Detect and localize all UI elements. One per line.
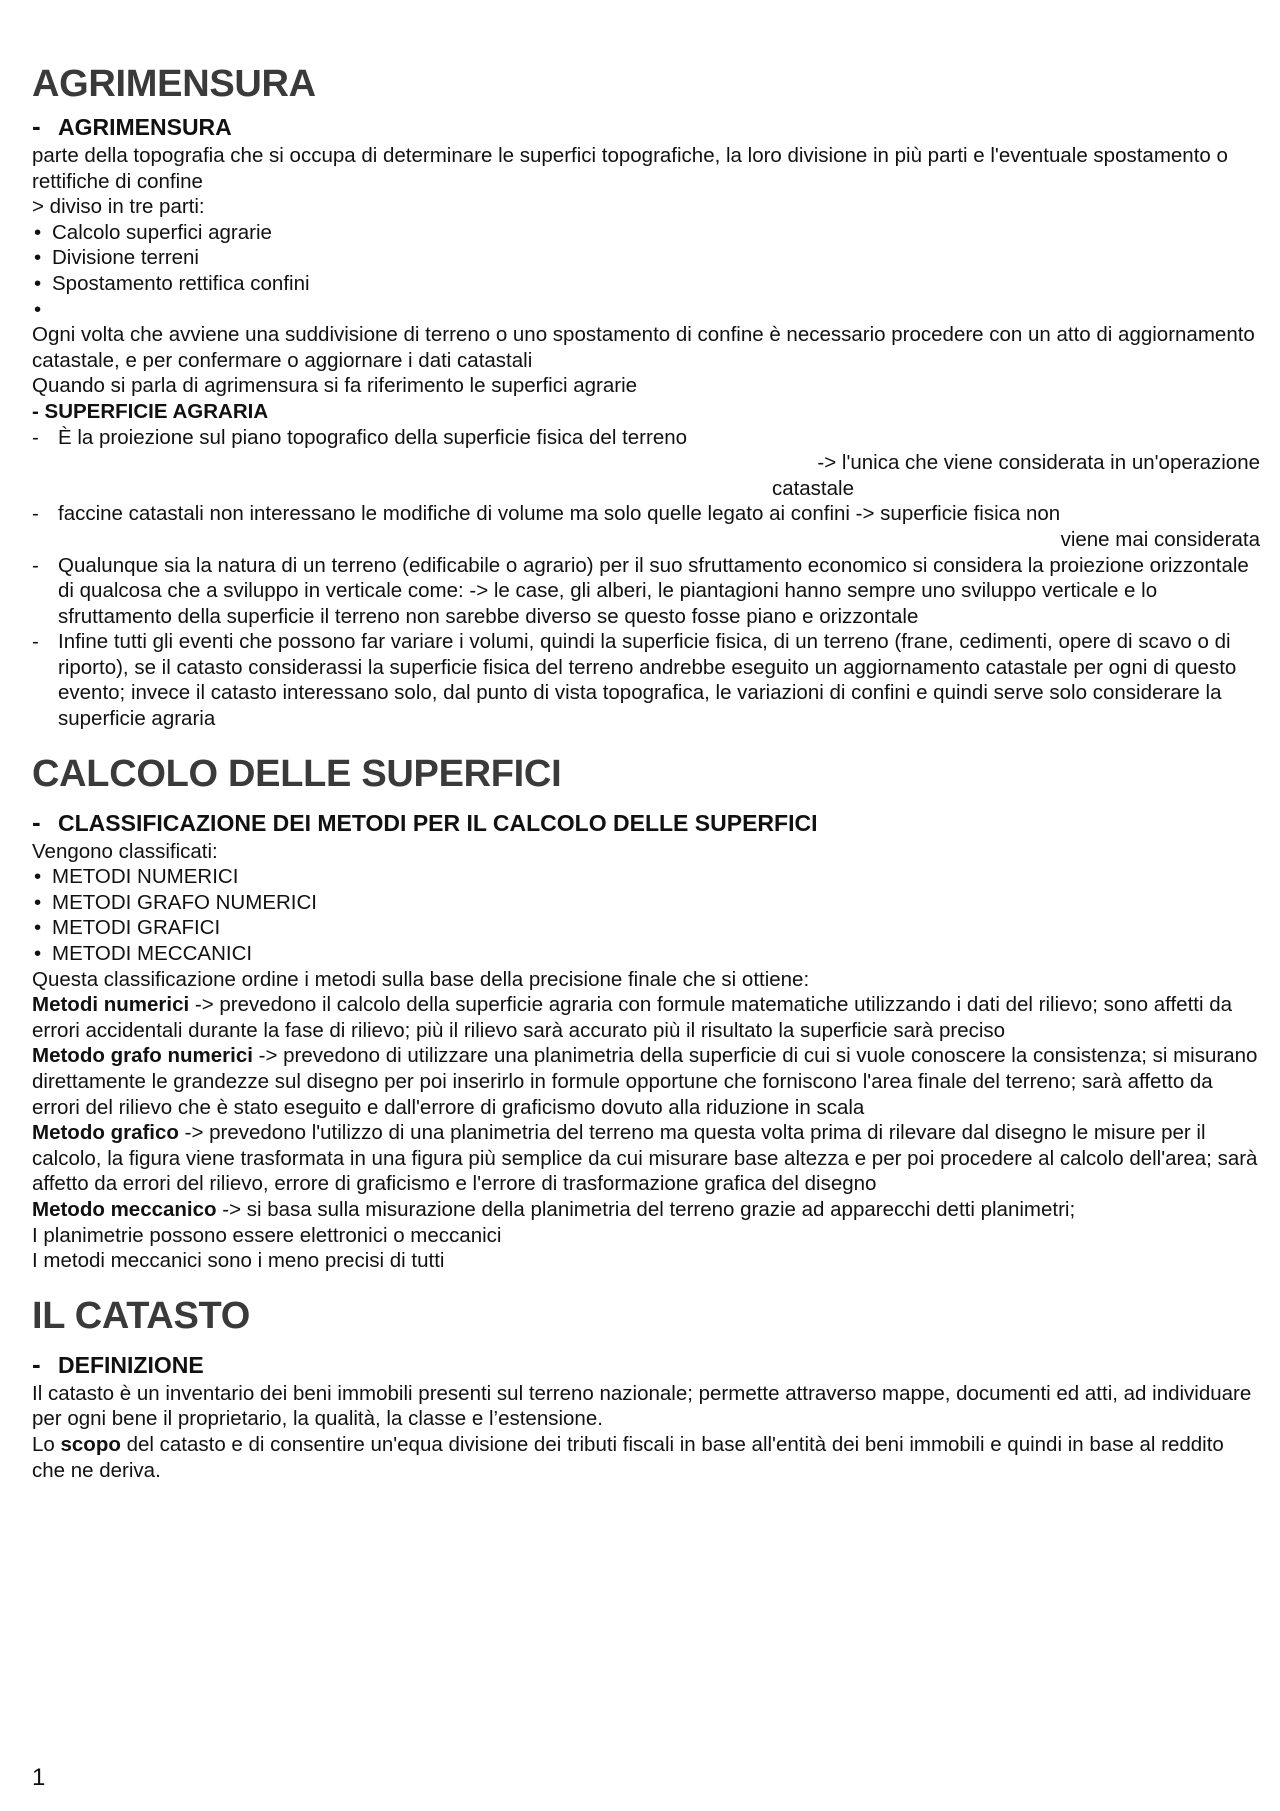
bullet-list xyxy=(32,864,1260,966)
paragraph: Ogni volta che avviene una suddivisione di terreno o uno spostamento di confine è necessario procedere con un atto di aggiornamento catastale, e per confermare o aggiornare i dati catastali xyxy=(32,323,1255,372)
list-item: - faccine catastali non interessano le modifiche di volume ma solo quelle legato ai confini -> superficie fisica non viene mai considerata xyxy=(32,502,1260,551)
list-item: - È la proiezione sul piano topografico della superficie fisica del terreno -> l'unica che viene considerata in un'operazione catastale xyxy=(32,425,1260,500)
subtitle-superficie-agraria: - SUPERFICIE AGRARIA xyxy=(32,399,269,423)
paragraph: Quando si parla di agrimensura si fa riferimento le superfici agrarie xyxy=(32,374,638,398)
list-item: • METODI NUMERICI xyxy=(34,865,239,889)
page-number: 1 xyxy=(32,1764,46,1791)
dash-marker: - xyxy=(32,1348,41,1379)
list-item: - Qualunque sia la natura di un terreno (edificabile o agrario) per il suo sfruttamento economico si considera la proiezione orizzontale di qualcosa che a sviluppo in verticale come: -> le case, gli alberi, le piantagioni hanno sempre uno sviluppo verticale e lo sfruttamento della superficie il terreno non sarebbe diverso se questo fosse piano e orizzontale xyxy=(32,553,1249,628)
intro-text: Vengono classificati: xyxy=(32,839,218,863)
subheading-agrimensura: - AGRIMENSURA xyxy=(32,111,232,141)
list-item: - Infine tutti gli eventi che possono far variare i volumi, quindi la superficie fisica, di un terreno (frane, cedimenti, opere di scavo o di riporto), se il catasto considerassi la superficie fisica del terreno andrebbe eseguito un aggiornamento catastale per ogni di questo evento; invece il catasto interessano solo, dal punto di vista topografica, le variazioni di confini e quindi serve solo considerare la superficie agraria xyxy=(32,630,1237,731)
paragraph: Questa classificazione ordine i metodi sulla base della precisione finale che si ottiene: xyxy=(32,967,810,991)
method-numerici: Metodi numerici -> prevedono il calcolo della superficie agraria con formule matematiche utilizzando i dati del rilievo; sono affetti da errori accidentali durante la fase di rilievo; più il rilievo sarà accurato più il risultato la superficie sarà preciso xyxy=(32,993,1233,1042)
list-item: • xyxy=(34,297,42,321)
list-intro: > diviso in tre parti: xyxy=(32,195,205,219)
list-item: • METODI MECCANICI xyxy=(34,942,253,966)
method-meccanico: Metodo meccanico -> si basa sulla misurazione della planimetria del terreno grazie ad apparecchi detti planimetri; xyxy=(32,1197,1076,1221)
section-title-agrimensura: AGRIMENSURA xyxy=(32,63,316,105)
list-item: • METODI GRAFO NUMERICI xyxy=(34,890,317,914)
paragraph: I planimetrie possono essere elettronici o meccanici xyxy=(32,1223,502,1247)
dash-list xyxy=(32,425,1260,732)
list-item: • METODI GRAFICI xyxy=(34,916,221,940)
dash-marker: - xyxy=(32,111,41,141)
paragraph: Il catasto è un inventario dei beni immobili presenti sul terreno nazionale; permette attraverso mappe, documenti ed atti, ad individuare per ogni bene il proprietario, la qualità, la classe e l’estensione. xyxy=(32,1381,1252,1431)
document-page xyxy=(32,62,1260,1483)
method-grafico: Metodo grafico -> prevedono l'utilizzo di una planimetria del terreno ma questa volta prima di rilevare dal disegno le misure per il calcolo, la figura viene trasformata in una figura più semplice da cui misurare base altezza e per poi procedere al calcolo dell'area; sarà affetto da errori del rilievo, errore di graficismo e l'errore di trasformazione grafica del disegno xyxy=(32,1121,1258,1196)
method-grafo-numerici: Metodo grafo numerici -> prevedono di utilizzare una planimetria della superficie di cui si vuole conoscere la consistenza; si misurano direttamente le grandezze sul disegno per poi inserirlo in formule opportune che forniscono l'area finale del terreno; sarà affetto da errori del rilievo che è stato eseguito e dall'errore di graficismo dovuto alla riduzione in scala xyxy=(32,1044,1258,1119)
intro-text: parte della topografia che si occupa di determinare le superfici topografiche, la loro divisione in più parti e l'eventuale spostamento o rettifiche di confine xyxy=(32,144,1228,193)
list-item: • Spostamento rettifica confini xyxy=(34,271,310,295)
subheading-classificazione: - CLASSIFICAZIONE DEI METODI PER IL CALCOLO DELLE SUPERFICI xyxy=(32,806,818,837)
list-item: • Divisione terreni xyxy=(34,246,199,270)
bullet-list xyxy=(32,220,1260,322)
dash-marker: - xyxy=(32,806,41,837)
section-title-calcolo: CALCOLO DELLE SUPERFICI xyxy=(32,752,562,795)
list-item: • Calcolo superfici agrarie xyxy=(34,220,272,244)
section-title-catasto: IL CATASTO xyxy=(32,1294,250,1337)
subheading-definizione: - DEFINIZIONE xyxy=(32,1348,204,1379)
paragraph-scopo: Lo scopo del catasto e di consentire un'equa divisione dei tributi fiscali in base all'entità dei beni immobili e quindi in base al reddito che ne deriva. xyxy=(32,1432,1224,1482)
paragraph: I metodi meccanici sono i meno precisi di tutti xyxy=(32,1249,445,1273)
